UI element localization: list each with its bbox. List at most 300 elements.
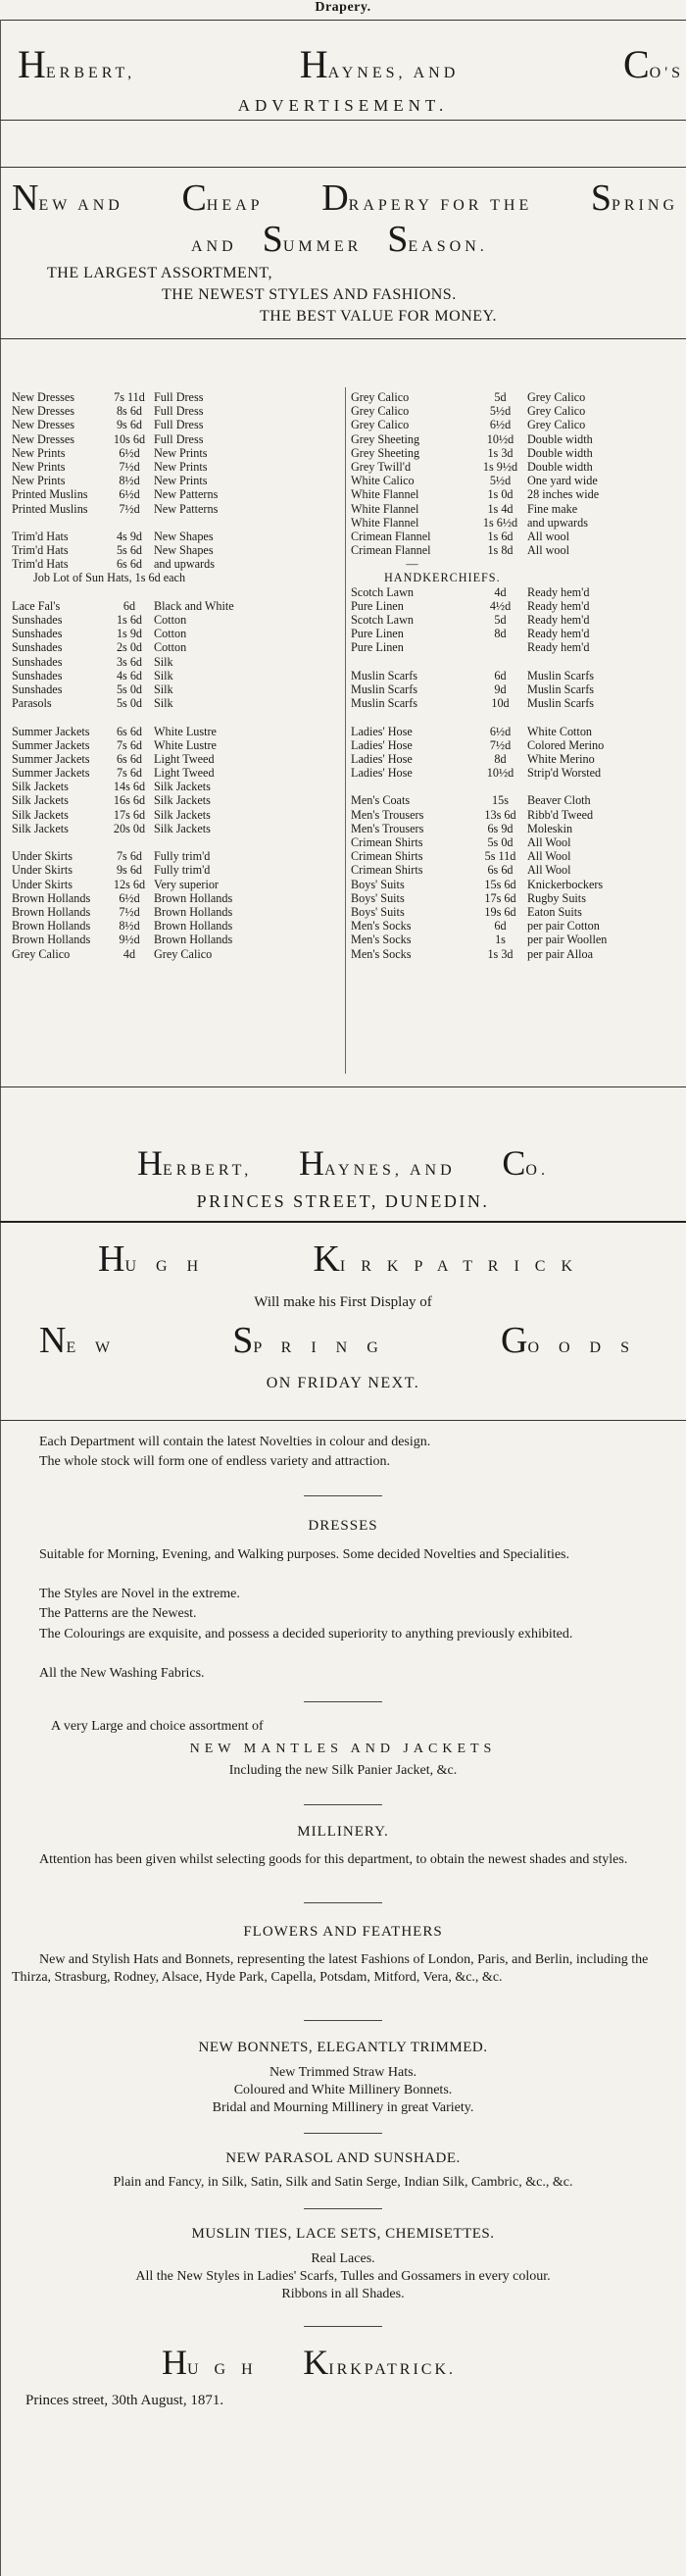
table-cell: 1s 3d (487, 946, 514, 961)
table-cell (345, 710, 473, 724)
table-cell: Cotton (154, 627, 187, 641)
table-cell: Under Skirts (12, 849, 73, 864)
table-cell: Trim'd Hats (12, 557, 69, 572)
table-cell: Cotton (154, 613, 187, 627)
ad1-slogan-3: THE BEST VALUE FOR MONEY. (260, 308, 498, 325)
table-cell: Boys' Suits (351, 877, 405, 891)
ad2-short-rule-2 (304, 1701, 382, 1702)
table-cell: 7s 6d (116, 849, 143, 864)
table-cell: Trim'd Hats (12, 543, 69, 558)
table-cell: 19s 6d (484, 904, 516, 919)
table-cell: Grey Calico (527, 404, 586, 419)
table-cell: Sunshades (12, 668, 63, 682)
table-cell: Grey Calico (351, 404, 410, 419)
table-row (12, 766, 668, 780)
ad2-short-rule-4 (304, 1902, 382, 1903)
table-cell: Silk (154, 668, 173, 682)
table-cell: 3s 6d (116, 654, 143, 669)
table-cell: Pure Linen (351, 598, 404, 613)
table-cell: Silk Jackets (154, 793, 211, 808)
table-cell: 9s 6d (116, 863, 143, 878)
table-cell: 9s 6d (116, 418, 143, 432)
table-cell: Men's Trousers (351, 807, 424, 822)
table-cell: 1s 6d (116, 613, 143, 627)
table-cell: Printed Muslins (12, 487, 88, 502)
table-cell: 1s 4d (487, 501, 514, 516)
table-row (12, 682, 668, 696)
table-cell: Grey Calico (12, 946, 71, 961)
table-cell: 6d (494, 919, 507, 934)
table-cell: New Prints (12, 445, 66, 460)
table-cell: Crimean Shirts (351, 849, 423, 864)
ad1-advertisement-word: ADVERTISEMENT. (237, 96, 449, 115)
ad2-short-rule-8 (304, 2326, 382, 2327)
table-cell: 1s 0d (487, 487, 514, 502)
table-cell: 4½d (489, 598, 512, 613)
table-row (12, 640, 668, 654)
table-cell: 6s 6d (116, 724, 143, 738)
table-cell: White Lustre (154, 724, 217, 738)
table-row (12, 905, 668, 919)
table-row (12, 822, 668, 835)
table-cell: per pair Woollen (527, 933, 608, 947)
table-cell: Ladies' Hose (351, 737, 413, 752)
table-cell: Pure Linen (351, 627, 404, 641)
ad2-dateline: Princes street, 30th August, 1871. (25, 2393, 224, 2408)
ad1-signature: HERBERT, HAYNES, AND CO. (137, 1143, 549, 1183)
table-cell: Sunshades (12, 627, 63, 641)
table-cell: 6d (494, 668, 507, 682)
table-cell: 4s 9d (116, 529, 143, 543)
ad2-bonnets-heading: NEW BONNETS, ELEGANTLY TRIMMED. (198, 2040, 488, 2055)
table-cell: New Patterns (154, 487, 219, 502)
table-cell: 6½d (119, 487, 140, 502)
table-cell: 5½d (489, 404, 512, 419)
table-cell: Silk Jackets (12, 821, 69, 835)
table-cell: Boys' Suits (351, 890, 405, 905)
table-cell: All wool (527, 543, 569, 558)
table-cell (473, 557, 527, 571)
ad2-dresses-p4: The Colourings are exquisite, and possess a decided superiority to anything previously exhibited. (39, 1627, 573, 1642)
ad1-slogan-2: THE NEWEST STYLES AND FASHIONS. (162, 286, 457, 303)
table-cell (154, 516, 345, 530)
table-cell: Brown Hollands (154, 933, 233, 947)
table-cell: New Shapes (154, 543, 214, 558)
table-cell: 4d (494, 584, 507, 599)
table-cell: Boys' Suits (351, 904, 405, 919)
ad1-rule-2 (0, 167, 686, 168)
table-cell: Double width (527, 431, 593, 446)
table-cell (473, 640, 527, 654)
table-cell: Parasols (12, 696, 52, 711)
table-row (12, 655, 668, 669)
table-cell: 1s 9½d (482, 459, 518, 474)
table-cell (527, 655, 635, 669)
table-cell (473, 780, 527, 793)
table-cell: Crimean Flannel (351, 543, 431, 558)
table-cell: 9½d (119, 933, 140, 947)
table-cell: Silk (154, 682, 173, 696)
ad2-short-rule-6 (304, 2133, 382, 2134)
table-cell: 6s 6d (487, 863, 514, 878)
table-row (12, 725, 668, 738)
table-row (12, 933, 668, 946)
table-cell: 8½d (119, 474, 140, 488)
table-cell: Fully trim'd (154, 863, 211, 878)
table-row (12, 530, 668, 543)
table-cell (154, 710, 345, 724)
table-cell: 28 inches wide (527, 487, 600, 502)
ad2-parasol-l1: Plain and Fancy, in Silk, Satin, Silk and Satin Serge, Indian Silk, Cambric, &c., &c. (113, 2175, 573, 2190)
table-cell: 13s 6d (484, 807, 516, 822)
ad1-rule-1 (0, 120, 686, 121)
table-row (12, 487, 668, 501)
table-cell: All Wool (527, 849, 571, 864)
ad2-dresses-p2: The Styles are Novel in the extreme. (39, 1587, 240, 1601)
table-cell: Sunshades (12, 640, 63, 655)
table-cell: Job Lot of Sun Hats, 1s 6d each (33, 571, 186, 585)
table-cell: Ladies' Hose (351, 751, 413, 766)
table-cell: Ready hem'd (527, 598, 590, 613)
table-cell: 15s 6d (484, 877, 516, 891)
table-cell (527, 557, 635, 571)
table-cell (105, 835, 154, 849)
table-cell: 12s 6d (113, 877, 146, 891)
table-cell: 5s 6d (116, 543, 143, 558)
table-cell: Double width (527, 445, 593, 460)
table-cell: Fine make (527, 501, 578, 516)
ad2-new-spring-goods: NE W SP R I N G GO O D S (39, 1320, 637, 1361)
table-cell: 7s 6d (116, 737, 143, 752)
table-cell: 7s 11d (114, 390, 145, 404)
table-cell: Strip'd Worsted (527, 766, 602, 781)
table-cell: Men's Coats (351, 793, 411, 808)
table-cell: Ready hem'd (527, 613, 590, 627)
ad1-address: PRINCES STREET, DUNEDIN. (196, 1191, 490, 1211)
table-row (12, 460, 668, 474)
table-cell: Lace Fal's (12, 598, 61, 613)
table-cell: Brown Hollands (154, 890, 233, 905)
table-cell: Brown Hollands (12, 890, 91, 905)
table-cell: Grey Sheeting (351, 445, 420, 460)
table-cell: Silk Jackets (12, 780, 69, 794)
table-cell: 4d (122, 946, 136, 961)
ad2-muslin-l3: Ribbons in all Shades. (281, 2287, 405, 2301)
table-row (12, 891, 668, 905)
table-cell: Ready hem'd (527, 627, 590, 641)
table-cell: White Merino (527, 751, 595, 766)
ad2-announcement: Will make his First Display of (254, 1294, 432, 1310)
ad2-flowers-heading: FLOWERS AND FEATHERS (243, 1924, 443, 1940)
table-cell: Brown Hollands (154, 919, 233, 934)
table-cell: Brown Hollands (12, 919, 91, 934)
table-cell: 6d (122, 598, 136, 613)
table-cell: Light Tweed (154, 751, 215, 766)
table-row (12, 849, 668, 863)
table-cell: New Prints (12, 474, 66, 488)
table-cell (473, 655, 527, 669)
table-cell: Grey Calico (351, 418, 410, 432)
table-cell: Grey Calico (527, 390, 586, 404)
table-row (12, 613, 668, 627)
table-cell: Grey Calico (154, 946, 213, 961)
table-cell: New Patterns (154, 501, 219, 516)
table-cell: Silk Jackets (12, 807, 69, 822)
table-cell: New Dresses (12, 431, 74, 446)
ad1-slogan-1: THE LARGEST ASSORTMENT, (47, 265, 272, 281)
table-cell: New Dresses (12, 390, 74, 404)
table-cell: New Shapes (154, 529, 214, 543)
table-cell: Silk Jackets (154, 821, 211, 835)
table-cell: 9d (494, 682, 507, 696)
table-cell: Sunshades (12, 613, 63, 627)
table-cell: 5s 0d (487, 835, 514, 849)
table-cell (345, 780, 473, 793)
table-row (12, 863, 668, 877)
table-cell (12, 710, 105, 724)
table-cell: 17s 6d (113, 807, 146, 822)
table-cell: 6½d (119, 445, 140, 460)
ad2-dresses-p3: The Patterns are the Newest. (39, 1606, 197, 1621)
ad2-millinery-p: Attention has been given whilst selecting goods for this department, to obtain the newest shades and styles. (39, 1852, 628, 1867)
table-row (12, 502, 668, 516)
ad2-intro-1: Each Department will contain the latest Novelties in colour and design. (39, 1435, 431, 1449)
table-cell: 1s 9d (116, 627, 143, 641)
table-cell: HANDKERCHIEFS. (384, 571, 501, 585)
table-cell: 7s 6d (116, 766, 143, 781)
table-row (12, 474, 668, 487)
table-cell: White Cotton (527, 724, 593, 738)
table-cell: New Prints (12, 459, 66, 474)
table-row (12, 390, 668, 404)
table-cell: Beaver Cloth (527, 793, 591, 808)
table-cell: Black and White (154, 598, 234, 613)
table-row (12, 571, 668, 584)
table-cell (345, 655, 473, 669)
section-header: Drapery. (315, 0, 371, 15)
table-cell: New Dresses (12, 404, 74, 419)
table-cell: Moleskin (527, 821, 573, 835)
table-cell: 10½d (486, 766, 514, 781)
table-cell: Muslin Scarfs (527, 682, 595, 696)
table-cell: 15s (492, 793, 509, 808)
table-cell: All wool (527, 529, 569, 543)
table-cell: White Lustre (154, 737, 217, 752)
table-cell: Crimean Shirts (351, 863, 423, 878)
table-cell: 7½d (119, 459, 140, 474)
table-row (12, 669, 668, 682)
table-cell: Silk (154, 696, 173, 711)
table-row (12, 585, 668, 599)
table-cell: 7½d (119, 904, 140, 919)
table-cell: Muslin Scarfs (527, 668, 595, 682)
table-row (12, 808, 668, 822)
table-cell (154, 585, 345, 599)
table-row (12, 919, 668, 933)
table-cell: 7½d (489, 737, 512, 752)
table-cell: Grey Calico (351, 390, 410, 404)
ad2-flowers-p: New and Stylish Hats and Bonnets, representing the latest Fashions of London, Paris, and Berlin, including the Thirza, Strasburg, Rodney, Alsace, Hyde Park, Capella, Potsdam, Mitford, Vera, &c., &c. (12, 1952, 649, 1985)
table-cell: Summer Jackets (12, 737, 90, 752)
table-cell: Cotton (154, 640, 187, 655)
table-row (12, 710, 668, 724)
table-row (12, 432, 668, 446)
ad2-bonnets-l3: Bridal and Mourning Millinery in great Variety. (212, 2100, 474, 2115)
table-cell: Ladies' Hose (351, 724, 413, 738)
table-cell: New Prints (154, 445, 208, 460)
table-cell: Muslin Scarfs (351, 668, 418, 682)
table-cell: 7½d (119, 501, 140, 516)
table-cell (527, 780, 635, 793)
ad2-signature: HU G H KIRKPATRICK. (162, 2343, 456, 2382)
table-cell: Ready hem'd (527, 584, 590, 599)
table-cell: Under Skirts (12, 877, 73, 891)
table-cell: 10s 6d (113, 431, 146, 446)
header-rule (0, 20, 686, 21)
table-cell: 5d (494, 613, 507, 627)
table-cell: Colored Merino (527, 737, 605, 752)
ad1-rule-4 (0, 1086, 686, 1087)
table-cell: Scotch Lawn (351, 613, 414, 627)
ad1-headline-line2: AND SUMMER SEASON. (191, 219, 488, 260)
table-cell: White Flannel (351, 515, 419, 530)
ad2-muslin-l2: All the New Styles in Ladies' Scarfs, Tulles and Gossamers in every colour. (135, 2269, 551, 2284)
ad2-bonnets-l1: New Trimmed Straw Hats. (269, 2065, 417, 2080)
table-cell: 2s 0d (116, 640, 143, 655)
table-row (12, 418, 668, 431)
table-cell: Fully trim'd (154, 849, 211, 864)
ad2-millinery-heading: MILLINERY. (297, 1824, 389, 1840)
table-cell: 14s 6d (113, 780, 146, 794)
table-cell: per pair Alloa (527, 946, 594, 961)
ad1-headline-line1: NEW AND CHEAP DRAPERY FOR THE SPRING (12, 177, 678, 219)
table-cell: Muslin Scarfs (351, 696, 418, 711)
ad2-bonnets-l2: Coloured and White Millinery Bonnets. (233, 2083, 453, 2097)
table-cell: White Flannel (351, 487, 419, 502)
ad2-dresses-p5: All the New Washing Fabrics. (39, 1666, 205, 1681)
table-cell: Full Dress (154, 431, 204, 446)
table-cell: 8½d (119, 919, 140, 934)
table-cell: Ladies' Hose (351, 766, 413, 781)
table-cell: 5d (494, 390, 507, 404)
table-cell: Grey Twill'd (351, 459, 412, 474)
table-cell: Pure Linen (351, 640, 404, 655)
table-row (12, 696, 668, 710)
table-cell: All Wool (527, 863, 571, 878)
table-row (12, 793, 668, 807)
table-cell: Muslin Scarfs (527, 696, 595, 711)
table-row (12, 446, 668, 460)
table-cell: Silk Jackets (154, 780, 211, 794)
table-cell: Men's Socks (351, 946, 412, 961)
table-cell: 1s 3d (487, 445, 514, 460)
ad2-day: ON FRIDAY NEXT. (266, 1375, 420, 1391)
table-cell: Silk Jackets (12, 793, 69, 808)
table-cell: Sunshades (12, 654, 63, 669)
table-cell: 10d (491, 696, 510, 711)
table-cell: Very superior (154, 877, 219, 891)
table-cell: Full Dress (154, 418, 204, 432)
table-cell: Light Tweed (154, 766, 215, 781)
table-row (12, 627, 668, 640)
ad2-name: HU G H KI R K P A T R I C K (98, 1238, 578, 1280)
table-cell (105, 710, 154, 724)
table-cell: Crimean Shirts (351, 835, 423, 849)
ad2-mantles-intro: A very Large and choice assortment of (51, 1719, 264, 1734)
ad2-dresses-heading: DRESSES (308, 1518, 378, 1534)
table-row (12, 543, 668, 557)
table-cell: Scotch Lawn (351, 584, 414, 599)
ad-separator (0, 1221, 686, 1223)
table-cell: Under Skirts (12, 863, 73, 878)
table-cell (12, 835, 105, 849)
table-cell: Brown Hollands (12, 904, 91, 919)
ad2-short-rule-3 (304, 1804, 382, 1805)
table-cell: Men's Socks (351, 933, 412, 947)
table-cell: 5s 0d (116, 696, 143, 711)
table-cell: 1s (495, 933, 506, 947)
table-row (12, 516, 668, 530)
table-cell: Ready hem'd (527, 640, 590, 655)
table-cell: White Calico (351, 474, 415, 488)
table-cell: 8d (494, 627, 507, 641)
table-cell (12, 516, 105, 530)
table-cell: Brown Hollands (12, 933, 91, 947)
table-cell: 6s 6d (116, 557, 143, 572)
table-cell: Rugby Suits (527, 890, 586, 905)
table-row (12, 947, 668, 961)
table-cell: 8s 6d (116, 404, 143, 419)
table-cell: Men's Socks (351, 919, 412, 934)
table-cell: 1s 6½d (482, 515, 518, 530)
table-cell: Brown Hollands (154, 904, 233, 919)
ad2-mantles-heading: NEW MANTLES AND JACKETS (189, 1742, 497, 1756)
table-cell: 6½d (489, 418, 512, 432)
table-cell: and upwards (154, 557, 215, 572)
table-cell: Silk Jackets (154, 807, 211, 822)
table-cell: New Prints (154, 474, 208, 488)
table-cell (154, 835, 345, 849)
table-cell (105, 516, 154, 530)
table-cell (473, 710, 527, 724)
ad2-muslin-l1: Real Laces. (311, 2251, 375, 2266)
table-cell: 4s 6d (116, 668, 143, 682)
table-cell: Silk (154, 654, 173, 669)
ad2-parasol-heading: NEW PARASOL AND SUNSHADE. (225, 2150, 461, 2166)
table-cell: 8d (494, 751, 507, 766)
table-cell: Double width (527, 459, 593, 474)
table-cell: 6s 6d (116, 751, 143, 766)
ad2-short-rule-1 (304, 1495, 382, 1496)
table-cell: Trim'd Hats (12, 529, 69, 543)
table-cell: 1s 8d (487, 543, 514, 558)
table-cell: One yard wide (527, 474, 598, 488)
table-cell: Knickerbockers (527, 877, 604, 891)
table-cell: Muslin Scarfs (351, 682, 418, 696)
table-cell: Sunshades (12, 682, 63, 696)
table-cell (527, 710, 635, 724)
table-cell: 5s 11d (484, 849, 516, 864)
table-cell: and upwards (527, 515, 588, 530)
ad2-mantles-sub: Including the new Silk Panier Jacket, &c. (228, 1763, 458, 1778)
table-cell: Eaton Suits (527, 904, 582, 919)
ad1-firm-name: HERBERT, HAYNES, AND CO'S (18, 42, 684, 86)
table-cell (12, 585, 105, 599)
table-cell: Summer Jackets (12, 724, 90, 738)
table-row (12, 752, 668, 766)
table-cell: White Flannel (351, 501, 419, 516)
table-row (12, 878, 668, 891)
